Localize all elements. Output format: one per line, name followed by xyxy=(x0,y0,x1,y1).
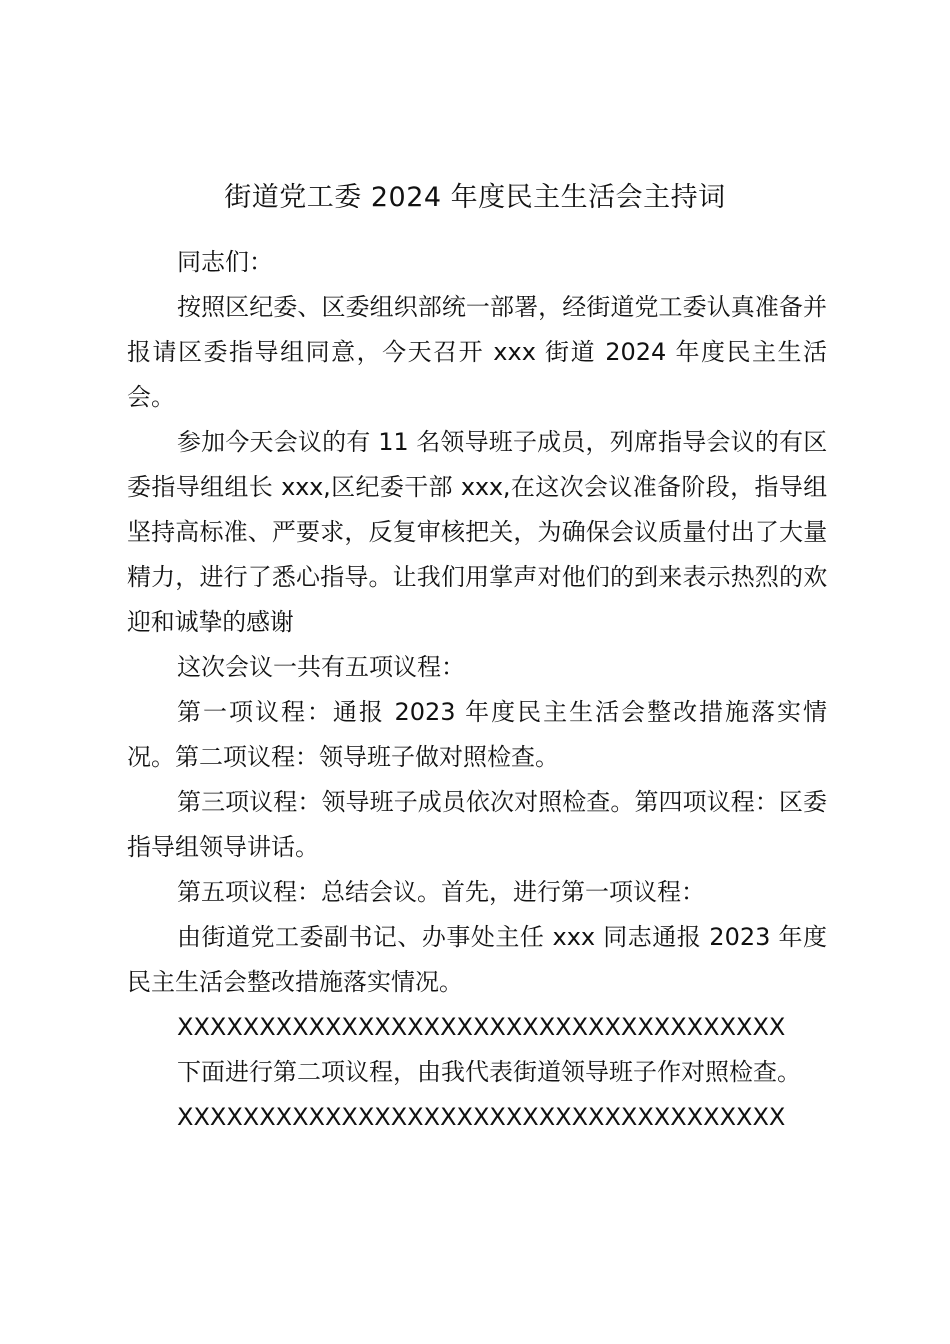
paragraph-placeholder-1: XXXXXXXXXXXXXXXXXXXXXXXXXXXXXXXXXXXXX xyxy=(177,1013,786,1041)
paragraph-meeting-intro: 按照区纪委、区委组织部统一部署，经街道党工委认真准备并报请区委指导组同意，今天召开 xxx 街道 2024 年度民主生活会。 xyxy=(127,293,827,411)
paragraph-agenda-items-1-2: 第一项议程：通报 2023 年度民主生活会整改措施落实情况。第二项议程：领导班子做对照检查。 xyxy=(127,698,827,771)
paragraph-first-item-report: 由街道党工委副书记、办事处主任 xxx 同志通报 2023 年度民主生活会整改措施落实情况。 xyxy=(127,923,827,996)
paragraph-salutation: 同志们： xyxy=(177,248,273,276)
paragraph-attendees: 参加今天会议的有 11 名领导班子成员，列席指导会议的有区委指导组组长 xxx,区纪委干部 xxx,在这次会议准备阶段，指导组坚持高标准、严要求，反复审核把关，为确保会议质量付出了大量精力，进行了悉心指导。让我们用掌声对他们的到来表示热烈的欢迎和诚挚的感谢 xyxy=(127,428,827,636)
paragraph-agenda-item-5: 第五项议程：总结会议。首先，进行第一项议程： xyxy=(177,878,705,906)
paragraph-agenda-items-3-4: 第三项议程：领导班子成员依次对照检查。第四项议程：区委指导组领导讲话。 xyxy=(127,788,827,861)
document-body xyxy=(127,240,827,1140)
paragraph-second-item: 下面进行第二项议程，由我代表街道领导班子作对照检查。 xyxy=(177,1058,801,1086)
document-title: 街道党工委 2024 年度民主生活会主持词 xyxy=(224,182,726,213)
paragraph-agenda-intro: 这次会议一共有五项议程： xyxy=(177,653,465,681)
paragraph-placeholder-2: XXXXXXXXXXXXXXXXXXXXXXXXXXXXXXXXXXXXX xyxy=(177,1103,786,1131)
